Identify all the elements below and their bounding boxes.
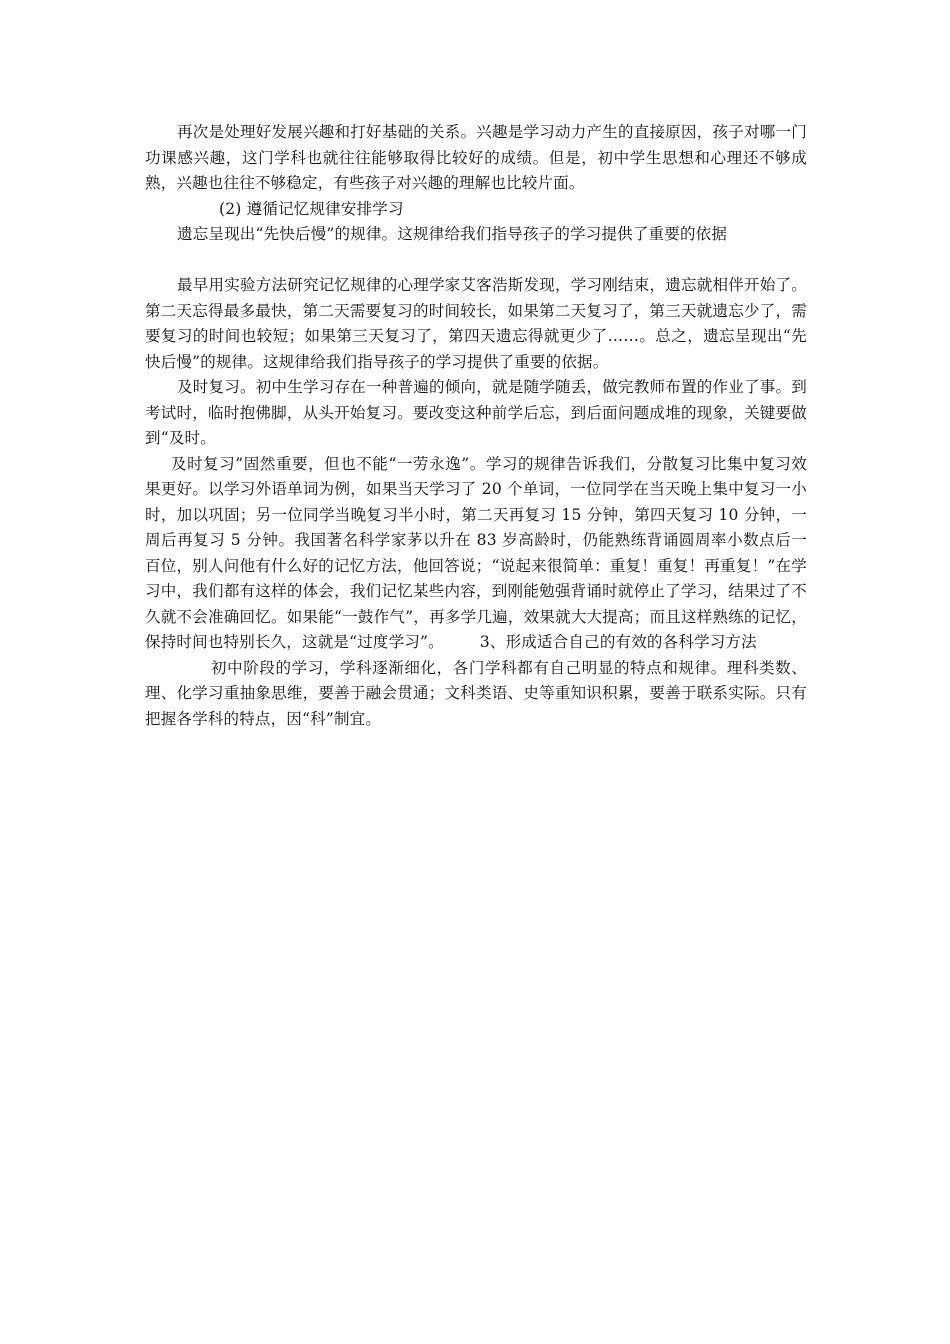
section-heading-memory: (2) 遵循记忆规律安排学习: [219, 199, 404, 218]
paragraph-forgetting-summary: 遗忘呈现出“先快后慢”的规律。这规律给我们指导孩子的学习提供了重要的依据: [177, 225, 728, 243]
distributed-review-text: 及时复习”固然重要，但也不能“一劳永逸”。学习的规律告诉我们，分散复习比集中复习效果更好。以学习外语单词为例，如果当天学习了 20 个单词，一位同学在当天晚上集中复习一小时，加以巩固；另一位同学当晚复习半小时，第二天再复习 15 分钟，第四天复习 10 分钟，一周后再复习 5 分钟。我国著名科学家茅以升在 83 岁高龄时，仍能熟练背诵圆周率小数点后一百位，别人问他有什么好的记忆方法，他回答说；“说起来很简单：重复！重复！再重复！”在学习中，我们都有这样的体会，我们记忆某些内容，到刚能勉强背诵时就停止了学习，结果过了不久就不会准确回忆。如果能“一鼓作气”，再多学几遍，效果就大大提高；而且这样熟练的记忆，保持时间也特别长久，这就是“过度学习”。: [145, 454, 807, 651]
section-heading-methods: 3、形成适合自己的有效的各科学习方法: [479, 633, 757, 651]
document-body: [145, 120, 807, 732]
paragraph-ebbinghaus: 最早用实验方法研究记忆规律的心理学家艾客浩斯发现，学习刚结束，遗忘就相伴开始了。第二天忘得最多最快，第二天需要复习的时间较长，如果第二天复习了，第三天就遗忘少了，需要复习的时间也较短；如果第三天复习了，第四天遗忘得就更少了……。总之，遗忘呈现出“先快后慢”的规律。这规律给我们指导孩子的学习提供了重要的依据。: [145, 276, 807, 371]
paragraph-interest: 再次是处理好发展兴趣和打好基础的关系。兴趣是学习动力产生的直接原因，孩子对哪一门功课感兴趣，这门学科也就往往能够取得比较好的成绩。但是，初中学生思想和心理还不够成熟，兴趣也往往不够稳定，有些孩子对兴趣的理解也比较片面。: [145, 123, 807, 192]
paragraph-timely-review: 及时复习。初中生学习存在一种普遍的倾向，就是随学随丢，做完教师布置的作业了事。到考试时，临时抱佛脚，从头开始复习。要改变这种前学后忘，到后面问题成堆的现象，关键要做到“及时。: [145, 378, 807, 447]
blank-line: [145, 248, 807, 274]
paragraph-subject-methods: 初中阶段的学习，学科逐渐细化，各门学科都有自己明显的特点和规律。理科类数、理、化学习重抽象思维，要善于融会贯通；文科类语、史等重知识积累，要善于联系实际。只有把握各学科的特点，因“科”制宜。: [145, 658, 807, 728]
paragraph-distributed-review: [145, 452, 807, 656]
